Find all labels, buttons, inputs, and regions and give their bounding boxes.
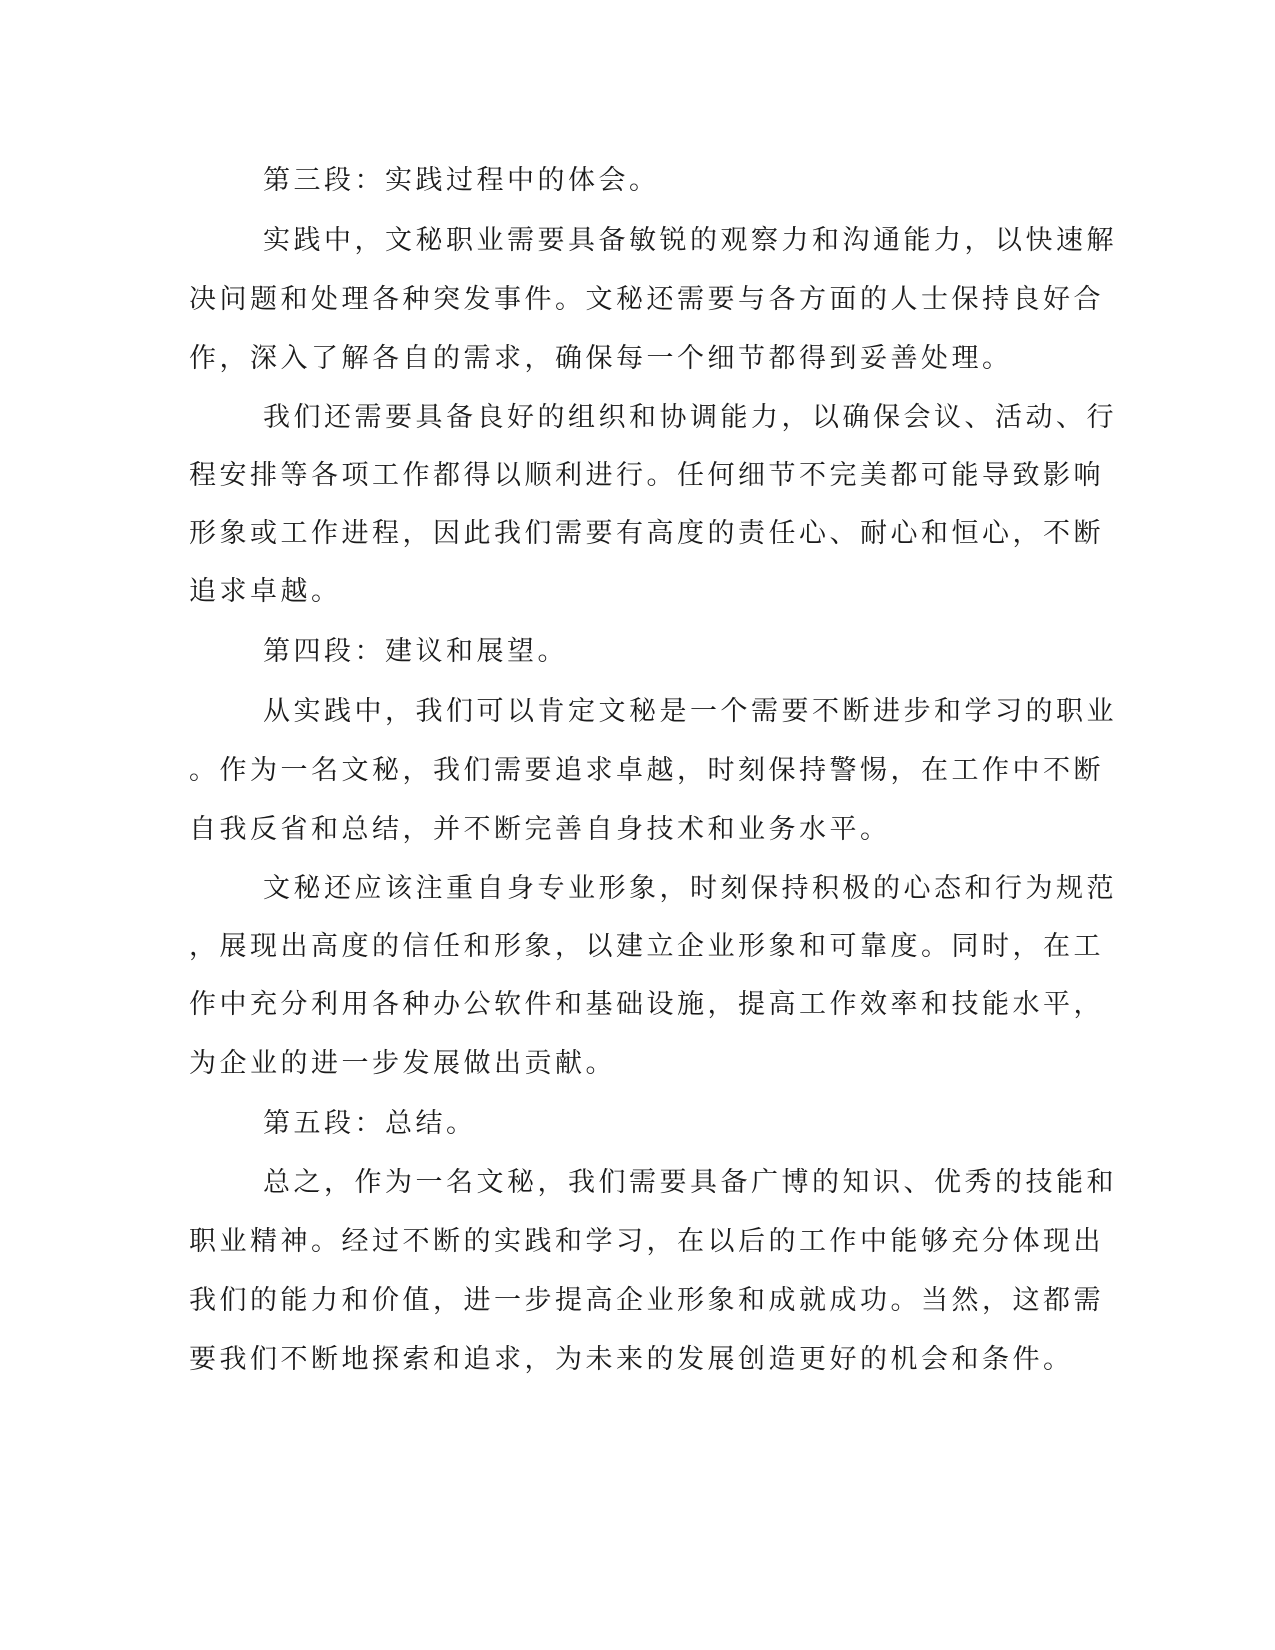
paragraph-line: ，展现出高度的信任和形象，以建立企业形象和可靠度。同时，在工 xyxy=(189,931,1104,962)
section-heading-4: 第四段：建议和展望。 xyxy=(263,636,568,667)
section-heading-3: 第三段：实践过程中的体会。 xyxy=(263,165,660,196)
paragraph-line: 自我反省和总结，并不断完善自身技术和业务水平。 xyxy=(189,814,891,845)
section-heading-5: 第五段：总结。 xyxy=(263,1108,477,1139)
paragraph-line: 为企业的进一步发展做出贡献。 xyxy=(189,1048,616,1079)
paragraph-line: 追求卓越。 xyxy=(189,576,342,607)
paragraph-line: 。作为一名文秘，我们需要追求卓越，时刻保持警惕，在工作中不断 xyxy=(189,755,1104,786)
paragraph-line: 决问题和处理各种突发事件。文秘还需要与各方面的人士保持良好合 xyxy=(189,284,1104,315)
paragraph-line: 形象或工作进程，因此我们需要有高度的责任心、耐心和恒心，不断 xyxy=(189,518,1104,549)
paragraph-line: 我们还需要具备良好的组织和协调能力，以确保会议、活动、行 xyxy=(263,402,1117,433)
paragraph-line: 总之，作为一名文秘，我们需要具备广博的知识、优秀的技能和 xyxy=(263,1167,1117,1198)
paragraph-line: 我们的能力和价值，进一步提高企业形象和成就成功。当然，这都需 xyxy=(189,1285,1104,1316)
paragraph-line: 要我们不断地探索和追求，为未来的发展创造更好的机会和条件。 xyxy=(189,1344,1074,1375)
paragraph-line: 从实践中，我们可以肯定文秘是一个需要不断进步和学习的职业 xyxy=(263,696,1117,727)
paragraph-line: 作，深入了解各自的需求，确保每一个细节都得到妥善处理。 xyxy=(189,343,1013,374)
paragraph-line: 作中充分利用各种办公软件和基础设施，提高工作效率和技能水平， xyxy=(189,989,1104,1020)
paragraph-line: 文秘还应该注重自身专业形象，时刻保持积极的心态和行为规范 xyxy=(263,873,1117,904)
paragraph-line: 职业精神。经过不断的实践和学习，在以后的工作中能够充分体现出 xyxy=(189,1226,1104,1257)
paragraph-line: 程安排等各项工作都得以顺利进行。任何细节不完美都可能导致影响 xyxy=(189,460,1104,491)
paragraph-line: 实践中，文秘职业需要具备敏锐的观察力和沟通能力，以快速解 xyxy=(263,225,1117,256)
